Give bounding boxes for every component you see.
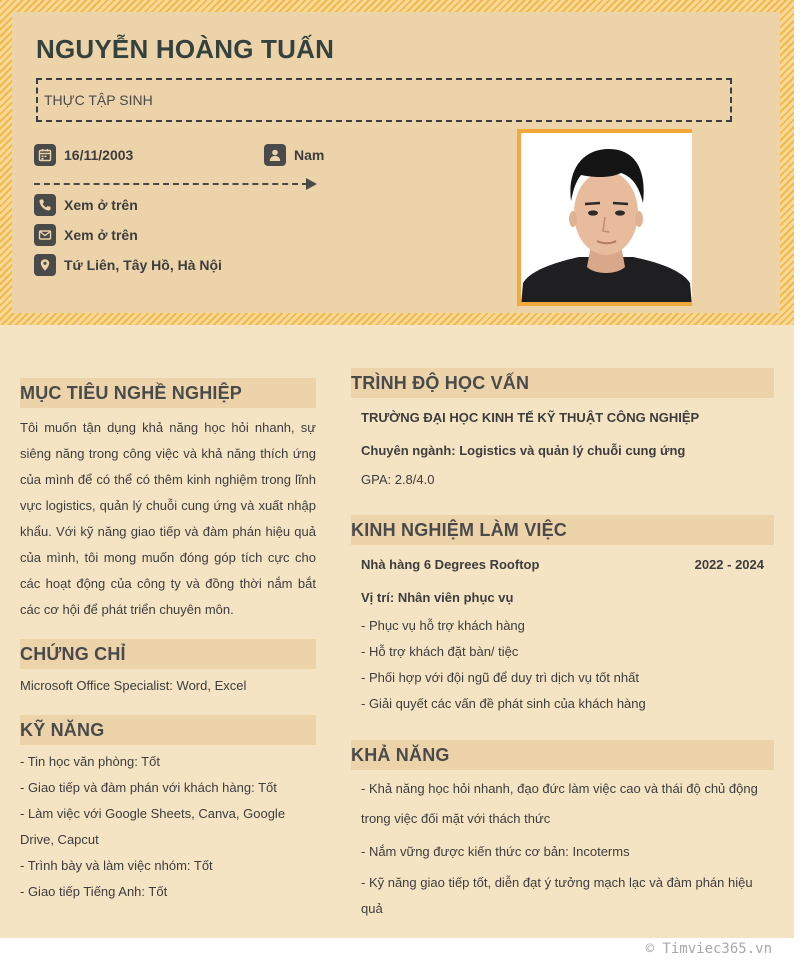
experience-item: - Phục vụ hỗ trợ khách hàng: [361, 618, 525, 633]
experience-item: - Hỗ trợ khách đặt bàn/ tiệc: [361, 644, 519, 659]
experience-heading: KINH NGHIỆM LÀM VIỆC: [351, 515, 774, 545]
abilities-heading: KHẢ NĂNG: [351, 740, 774, 770]
abilities-section: [351, 740, 774, 922]
address-row: [34, 254, 222, 276]
skill-item: - Giao tiếp Tiếng Anh: Tốt: [20, 884, 168, 899]
experience-list: [361, 613, 764, 717]
birthdate-value: 16/11/2003: [64, 147, 134, 163]
address-value: Tứ Liên, Tây Hồ, Hà Nội: [64, 257, 222, 273]
experience-header-row: [361, 557, 764, 572]
skill-item: - Trình bày và làm việc nhóm: Tốt: [20, 858, 213, 873]
person-icon: [264, 144, 286, 166]
skill-item: - Giao tiếp và đàm phán với khách hàng: Tốt: [20, 780, 277, 795]
footer-watermark: © Timviec365.vn: [645, 941, 772, 957]
left-column: [20, 378, 316, 905]
certificates-text: Microsoft Office Specialist: Word, Excel: [20, 678, 247, 693]
email-row: [34, 224, 138, 246]
divider-arrow-head: [306, 178, 317, 190]
ability-item: - Khả năng học hỏi nhanh, đạo đức làm việc cao và thái độ chủ động trong việc đối mặt với thách thức: [361, 781, 758, 826]
calendar-icon: [34, 144, 56, 166]
experience-position: Vị trí: Nhân viên phục vụ: [361, 590, 514, 605]
education-heading: TRÌNH ĐỘ HỌC VẤN: [351, 368, 774, 398]
email-value: Xem ở trên: [64, 227, 138, 243]
experience-company: Nhà hàng 6 Degrees Rooftop: [361, 557, 540, 572]
gender-value: Nam: [294, 147, 325, 163]
ability-item: - Nắm vững được kiến thức cơ bản: Incoterms: [361, 844, 630, 859]
skill-item: - Làm việc với Google Sheets, Canva, Google Drive, Capcut: [20, 806, 286, 847]
phone-icon: [34, 194, 56, 216]
education-school: TRƯỜNG ĐẠI HỌC KINH TẾ KỸ THUẬT CÔNG NGHIỆP: [361, 410, 700, 425]
abilities-list: [351, 774, 774, 922]
phone-value: Xem ở trên: [64, 197, 138, 213]
job-title: THỰC TẬP SINH: [44, 92, 153, 108]
experience-item: - Phối hợp với đội ngũ để duy trì dịch vụ tốt nhất: [361, 670, 639, 685]
education-section: [351, 368, 774, 493]
skills-heading: KỸ NĂNG: [20, 715, 316, 745]
skills-list: [20, 749, 316, 905]
ability-item: - Kỹ năng giao tiếp tốt, diễn đạt ý tưởng mạch lạc và đàm phán hiệu quả: [361, 875, 753, 916]
profile-photo: [517, 129, 692, 306]
experience-period: 2022 - 2024: [694, 557, 764, 572]
skill-item: - Tin học văn phòng: Tốt: [20, 754, 160, 769]
education-major: Chuyên ngành: Logistics và quản lý chuỗi cung ứng: [361, 443, 686, 458]
gender-row: [264, 144, 324, 166]
divider-arrow-line: [34, 183, 308, 185]
location-icon: [34, 254, 56, 276]
objective-text: Tôi muốn tận dụng khả năng học hỏi nhanh, sự siêng năng trong công việc và khả năng thích ứng của mình để có thể có thêm kinh nghiệm trong lĩnh vực logistics, quản lý chuỗi cung ứng và xuất nhập khẩu. Với kỹ năng giao tiếp và đàm phán hiệu quả của mình, tôi mong muốn đóng góp tích cực cho các hoạt động của công ty và đồng thời nắm bắt các cơ hội để phát triển chuyên môn.: [20, 420, 316, 617]
certificates-heading: CHỨNG CHỈ: [20, 639, 316, 669]
candidate-name: NGUYỄN HOÀNG TUẤN: [36, 34, 335, 64]
experience-item: - Giải quyết các vấn đề phát sinh của khách hàng: [361, 696, 646, 711]
experience-section: [351, 515, 774, 717]
email-icon: [34, 224, 56, 246]
phone-row: [34, 194, 138, 216]
birthdate-row: [34, 144, 133, 166]
objective-heading: MỤC TIÊU NGHỀ NGHIỆP: [20, 378, 316, 408]
education-gpa: GPA: 2.8/4.0: [361, 472, 435, 487]
